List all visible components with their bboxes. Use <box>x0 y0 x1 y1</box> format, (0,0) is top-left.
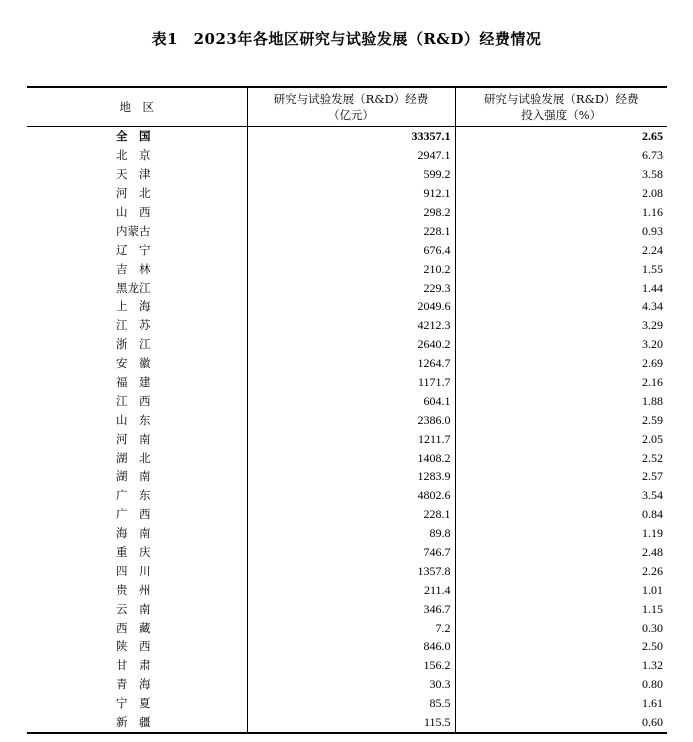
cell-intensity: 1.16 <box>642 205 663 219</box>
table-row <box>27 221 667 240</box>
table-row <box>27 203 667 222</box>
table-row <box>27 543 667 562</box>
cell-intensity: 2.50 <box>642 639 663 654</box>
cell-region: 广 西 <box>27 505 247 524</box>
table-row <box>27 297 667 316</box>
table-row <box>27 146 667 165</box>
cell-expenditure: 1283.9 <box>247 467 455 486</box>
cell-intensity: 2.57 <box>642 469 663 484</box>
cell-expenditure: 346.7 <box>247 599 455 618</box>
table-row <box>27 278 667 297</box>
cell-intensity: 1.44 <box>642 280 663 295</box>
cell-region: 天 津 <box>27 165 247 184</box>
cell-intensity: 2.48 <box>642 545 663 560</box>
cell-region: 新 疆 <box>27 713 247 733</box>
cell-expenditure: 676.4 <box>247 240 455 259</box>
cell-region: 海 南 <box>27 524 247 543</box>
cell-region: 重 庆 <box>27 543 247 562</box>
cell-intensity: 3.58 <box>642 167 663 182</box>
cell-expenditure: 228.1 <box>247 505 455 524</box>
cell-intensity: 6.73 <box>642 148 663 163</box>
cell-intensity: 0.93 <box>642 223 663 238</box>
cell-expenditure: 33357.1 <box>247 127 455 146</box>
cell-intensity: 0.84 <box>642 507 663 522</box>
cell-expenditure: 85.5 <box>247 694 455 713</box>
table-row <box>27 448 667 467</box>
table-row <box>27 694 667 713</box>
cell-expenditure: 1171.7 <box>247 373 455 392</box>
cell-intensity: 2.65 <box>642 129 663 144</box>
cell-expenditure: 2386.0 <box>247 410 455 429</box>
table-row <box>27 335 667 354</box>
cell-intensity: 0.30 <box>642 620 663 635</box>
cell-expenditure: 229.3 <box>247 278 455 297</box>
cell-intensity: 1.55 <box>642 261 663 276</box>
table-row <box>27 165 667 184</box>
cell-expenditure: 298.2 <box>247 203 455 222</box>
table-row <box>27 524 667 543</box>
table-row <box>27 599 667 618</box>
table-container <box>27 86 667 734</box>
table-row <box>27 391 667 410</box>
cell-intensity: 3.20 <box>642 337 663 352</box>
table-row <box>27 410 667 429</box>
cell-expenditure: 2640.2 <box>247 335 455 354</box>
cell-region: 内蒙古 <box>27 221 247 240</box>
table-row-total <box>27 127 667 146</box>
cell-region: 吉 林 <box>27 259 247 278</box>
cell-region: 上 海 <box>27 297 247 316</box>
header-region: 地 区 <box>27 87 247 127</box>
cell-expenditure: 210.2 <box>247 259 455 278</box>
table-row <box>27 354 667 373</box>
table-row <box>27 429 667 448</box>
cell-expenditure: 599.2 <box>247 165 455 184</box>
table-row <box>27 561 667 580</box>
cell-expenditure: 228.1 <box>247 221 455 240</box>
cell-expenditure: 2049.6 <box>247 297 455 316</box>
cell-expenditure: 30.3 <box>247 675 455 694</box>
table-row <box>27 467 667 486</box>
cell-expenditure: 1408.2 <box>247 448 455 467</box>
cell-expenditure: 156.2 <box>247 656 455 675</box>
table-row <box>27 637 667 656</box>
cell-region: 安 徽 <box>27 354 247 373</box>
cell-region: 山 西 <box>27 203 247 222</box>
cell-region: 河 南 <box>27 429 247 448</box>
cell-expenditure: 604.1 <box>247 391 455 410</box>
cell-region: 山 东 <box>27 410 247 429</box>
cell-expenditure: 211.4 <box>247 580 455 599</box>
header-expenditure-line1: 研究与试验发展（R&D）经费 <box>273 92 429 106</box>
cell-intensity: 2.69 <box>642 356 663 371</box>
cell-intensity: 0.80 <box>642 677 663 692</box>
cell-region: 辽 宁 <box>27 240 247 259</box>
rd-expenditure-table <box>27 86 667 734</box>
cell-expenditure: 1211.7 <box>247 429 455 448</box>
cell-region: 西 藏 <box>27 618 247 637</box>
cell-expenditure: 4212.3 <box>247 316 455 335</box>
cell-intensity: 3.54 <box>642 488 663 503</box>
cell-region: 江 苏 <box>27 316 247 335</box>
cell-expenditure: 746.7 <box>247 543 455 562</box>
table-body <box>27 127 667 733</box>
cell-intensity: 2.52 <box>642 450 663 465</box>
cell-region: 广 东 <box>27 486 247 505</box>
cell-intensity: 2.16 <box>642 375 663 390</box>
cell-intensity: 1.32 <box>642 658 663 673</box>
table-row <box>27 486 667 505</box>
cell-region: 浙 江 <box>27 335 247 354</box>
cell-intensity: 1.19 <box>642 526 663 541</box>
cell-region: 江 西 <box>27 391 247 410</box>
table-row <box>27 713 667 733</box>
table-header <box>27 87 667 127</box>
cell-region: 贵 州 <box>27 580 247 599</box>
header-intensity-line1: 研究与试验发展（R&D）经费 <box>483 92 639 106</box>
cell-region: 云 南 <box>27 599 247 618</box>
cell-intensity: 1.15 <box>642 601 663 616</box>
cell-region: 北 京 <box>27 146 247 165</box>
header-expenditure <box>247 87 455 127</box>
cell-intensity: 3.29 <box>642 318 663 333</box>
cell-region: 河 北 <box>27 184 247 203</box>
header-expenditure-line2: （亿元） <box>328 108 374 122</box>
cell-intensity: 1.61 <box>642 696 663 711</box>
cell-expenditure: 1264.7 <box>247 354 455 373</box>
cell-region: 四 川 <box>27 561 247 580</box>
cell-region: 全 国 <box>27 127 247 146</box>
cell-intensity: 4.34 <box>642 299 663 314</box>
page-title: 表1 2023年各地区研究与试验发展（R&D）经费情况 <box>151 30 542 48</box>
header-intensity <box>455 87 667 127</box>
cell-region: 湖 南 <box>27 467 247 486</box>
cell-expenditure: 2947.1 <box>247 146 455 165</box>
cell-intensity: 2.08 <box>642 186 663 201</box>
header-row <box>27 87 667 127</box>
cell-intensity: 2.24 <box>642 242 663 257</box>
cell-intensity: 2.59 <box>642 412 663 427</box>
cell-expenditure: 846.0 <box>247 637 455 656</box>
table-row <box>27 505 667 524</box>
cell-expenditure: 115.5 <box>247 713 455 733</box>
cell-region: 湖 北 <box>27 448 247 467</box>
cell-region: 福 建 <box>27 373 247 392</box>
cell-region: 黑龙江 <box>27 278 247 297</box>
cell-intensity: 2.26 <box>642 563 663 578</box>
table-row <box>27 656 667 675</box>
cell-region: 陕 西 <box>27 637 247 656</box>
cell-expenditure: 7.2 <box>247 618 455 637</box>
cell-expenditure: 89.8 <box>247 524 455 543</box>
cell-expenditure: 4802.6 <box>247 486 455 505</box>
table-row <box>27 316 667 335</box>
cell-expenditure: 912.1 <box>247 184 455 203</box>
table-row <box>27 580 667 599</box>
table-row <box>27 675 667 694</box>
table-row <box>27 240 667 259</box>
cell-region: 甘 肃 <box>27 656 247 675</box>
cell-expenditure: 1357.8 <box>247 561 455 580</box>
header-intensity-line2: 投入强度（%） <box>521 108 602 122</box>
cell-intensity: 1.01 <box>642 582 663 597</box>
cell-intensity: 2.05 <box>642 431 663 446</box>
table-row <box>27 184 667 203</box>
cell-region: 宁 夏 <box>27 694 247 713</box>
table-row <box>27 618 667 637</box>
table-row <box>27 373 667 392</box>
cell-region: 青 海 <box>27 675 247 694</box>
cell-intensity: 1.88 <box>642 393 663 408</box>
cell-intensity: 0.60 <box>455 713 667 733</box>
table-row <box>27 259 667 278</box>
